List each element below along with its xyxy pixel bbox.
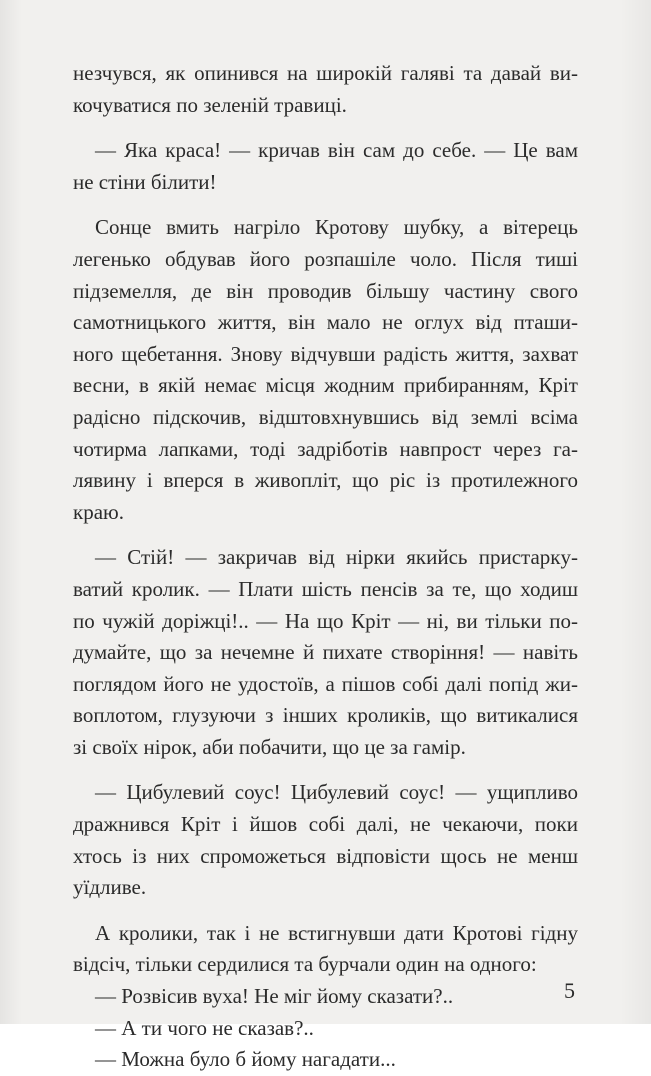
body-text: [73, 58, 578, 1076]
text-line: краю.: [73, 499, 124, 524]
text-line: ного щебетання. Знову відчувши радість життя, захват: [73, 341, 578, 366]
text-line: А кролики, так і не встигнувши дати Кротові гідну: [95, 920, 578, 945]
page-number: 5: [564, 978, 575, 1003]
text-line: кочуватися по зеленій травиці.: [73, 92, 347, 117]
text-line: — Яка краса! — кричав він сам до себе. — Це вам: [95, 138, 578, 163]
text-line: Сонце вмить нагріло Кротову шубку, а вітерець: [95, 215, 578, 240]
text-line: відсіч, тільки сердилися та бурчали один на одного:: [73, 952, 537, 977]
text-line: поглядом його не удостоїв, а пішов собі далі попід жи-: [73, 671, 578, 696]
text-line: легенько обдував його розпашіле чоло. Після тиші: [73, 246, 578, 271]
text-line: дражнився Кріт і йшов собі далі, не чекаючи, поки: [73, 812, 578, 837]
text-line: — Цибулевий соус! Цибулевий соус! — ущипливо: [95, 780, 578, 805]
text-line: зі своїх нірок, аби побачити, що це за гамір.: [73, 734, 466, 759]
text-line: думайте, що за нечемне й пихате створіння! — навіть: [73, 640, 578, 665]
paragraph: [73, 1044, 578, 1076]
text-line: незчувся, як опинився на широкій галяві та давай ви-: [73, 61, 578, 85]
text-line: підземелля, де він проводив більшу частину свого: [73, 278, 578, 303]
paragraph: [73, 135, 578, 198]
paragraph: [73, 212, 578, 528]
text-line: — Стій! — закричав від нірки якийсь пристаркy-: [95, 545, 578, 570]
text-line: не стіни білити!: [73, 169, 217, 194]
paragraph: [73, 777, 578, 903]
text-line: уїдливе.: [73, 875, 147, 900]
text-line: — Розвісив вуха! Не міг йому сказати?..: [95, 984, 454, 1009]
paragraph: [73, 542, 578, 763]
text-line: чотирма лапками, тоді задріботів навпрост через га-: [73, 436, 578, 461]
text-line: — А ти чого не сказав?..: [95, 1015, 314, 1040]
text-line: вoплотом, глузуючи з інших кроликів, що витикалися: [73, 703, 578, 728]
text-line: ватий кролик. — Плати шість пенсів за те, що ходиш: [73, 576, 578, 601]
text-line: хтось із них спроможеться відповісти щось не менш: [73, 843, 578, 868]
paragraph: [73, 981, 578, 1013]
text-line: весни, в якій немає місця жодним прибиранням, Кріт: [73, 373, 578, 398]
text-line: — Можна було б йому нагадати...: [95, 1047, 396, 1072]
text-line: лявину і вперся в живопліт, що ріс із протилежного: [73, 468, 578, 493]
paragraph: [73, 918, 578, 981]
text-line: радісно підскочив, відштовхнувшись від землі всіма: [73, 404, 578, 429]
text-line: по чужій доріжці!.. — На що Кріт — ні, ви тільки по-: [73, 608, 578, 633]
paragraph: [73, 1013, 578, 1045]
text-line: самотницького життя, він мало не оглух від пташи-: [73, 310, 578, 335]
paragraph: [73, 58, 578, 121]
